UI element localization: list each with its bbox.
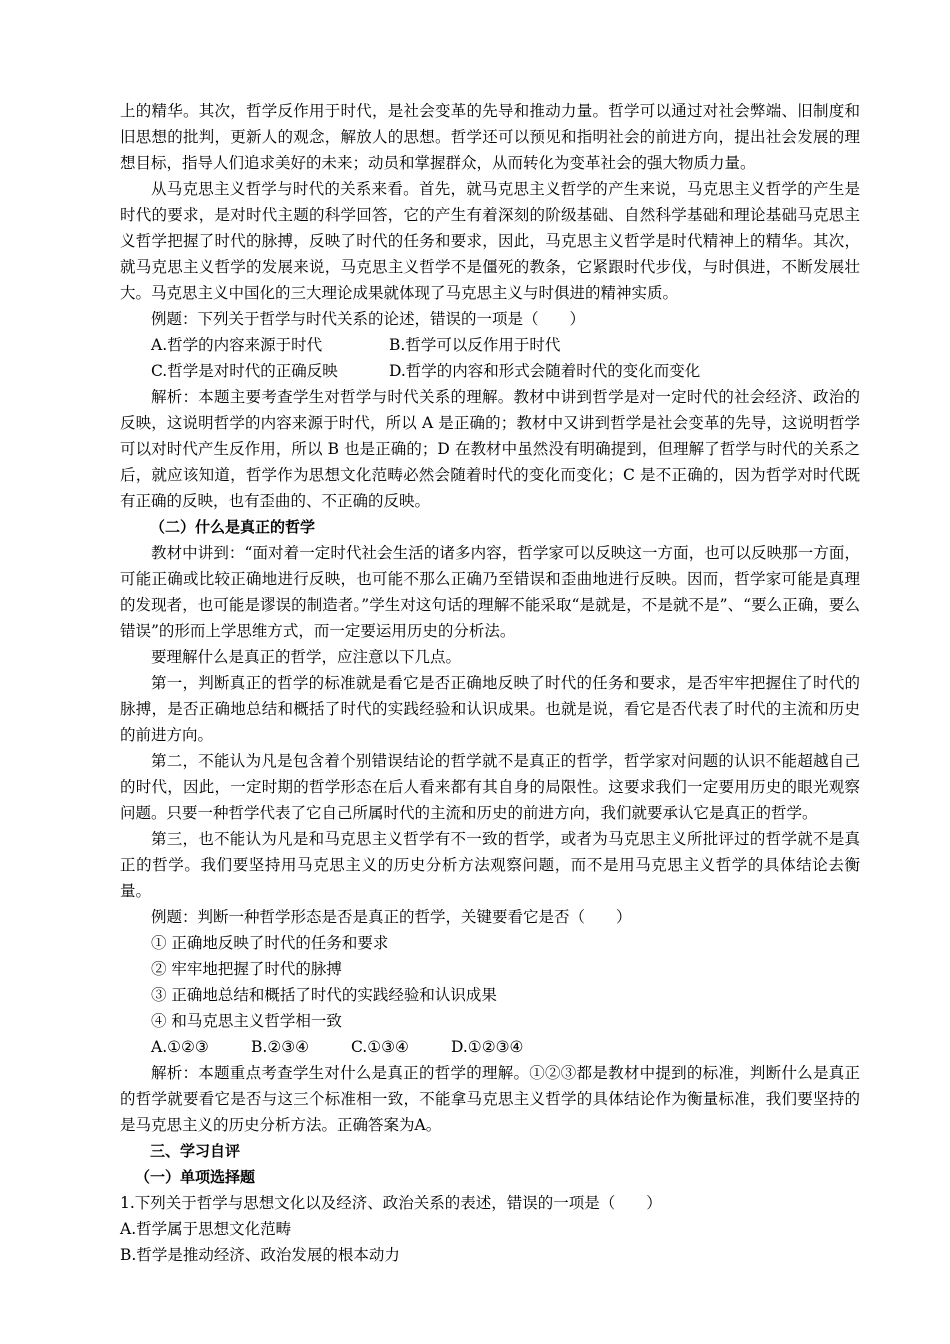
example2-option-c: C.①③④ bbox=[351, 1038, 409, 1056]
example2-item-2: ② 牢牢地把握了时代的脉搏 bbox=[151, 960, 342, 978]
q1-option-b: B.哲学是推动经济、政治发展的根本动力 bbox=[120, 1246, 400, 1264]
example1-options-row1 bbox=[120, 332, 860, 358]
paragraph-point-first: 第一，判断真正的哲学的标准就是看它是否正确地反映了时代的任务和要求，是否牢牢把握住了时代的脉搏，是否正确地总结和概括了时代的实践经验和认识成果。也就是说，看它是否代表了时代的主流和历史的前进方向。 bbox=[120, 674, 860, 744]
example2-option-b: B.②③④ bbox=[251, 1038, 310, 1056]
q1-option-a: A.哲学属于思想文化范畴 bbox=[120, 1220, 292, 1238]
example2-item-4: ④ 和马克思主义哲学相一致 bbox=[151, 1012, 342, 1030]
example1-option-d: D.哲学的内容和形式会随着时代的变化而变化 bbox=[389, 362, 701, 380]
paragraph-points-intro: 要理解什么是真正的哲学，应注意以下几点。 bbox=[151, 648, 462, 666]
example1-option-b: B.哲学可以反作用于时代 bbox=[389, 336, 561, 354]
example2-question: 例题：判断一种哲学形态是否是真正的哲学，关键要看它是否（ ） bbox=[151, 908, 632, 926]
example1-question: 例题：下列关于哲学与时代关系的论述，错误的一项是（ ） bbox=[151, 310, 586, 328]
paragraph-marx-era: 从马克思主义哲学与时代的关系来看。首先，就马克思主义哲学的产生来说，马克思主义哲学的产生是时代的要求，是对时代主题的科学回答，它的产生有着深刻的阶级基础、自然科学基础和理论基础马克思主义哲学把握了时代的脉搏，反映了时代的任务和要求，因此，马克思主义哲学是时代精神上的精华。其次，就马克思主义哲学的发展来说，马克思主义哲学不是僵死的教条，它紧跟时代步伐，与时俱进，不断发展壮大。马克思主义中国化的三大理论成果就体现了马克思主义与时俱进的精神实质。 bbox=[120, 180, 860, 302]
example1-options-row2 bbox=[120, 358, 860, 384]
example1-option-a: A.哲学的内容来源于时代 bbox=[151, 336, 323, 354]
example2-options bbox=[120, 1034, 860, 1060]
example2-analysis: 解析：本题重点考查学生对什么是真正的哲学的理解。①②③都是教材中提到的标准，判断什么是真正的哲学就要看它是否与这三个标准相一致，不能拿马克思主义哲学的具体结论作为衡量标准，我们要坚持的是马克思主义的历史分析方法。正确答案为A。 bbox=[120, 1064, 860, 1134]
section2-title: （二）什么是真正的哲学 bbox=[150, 518, 316, 536]
example1-option-c: C.哲学是对时代的正确反映 bbox=[151, 362, 338, 380]
document-page bbox=[120, 98, 860, 1268]
q1-question: 1.下列关于哲学与思想文化以及经济、政治关系的表述，错误的一项是（ ） bbox=[120, 1194, 662, 1212]
example2-option-d: D.①②③④ bbox=[451, 1038, 524, 1056]
subsection-title: （一）单项选择题 bbox=[135, 1168, 256, 1186]
section3-title: 三、学习自评 bbox=[150, 1142, 241, 1160]
paragraph-point-second: 第二，不能认为凡是包含着个别错误结论的哲学就不是真正的哲学，哲学家对问题的认识不能超越自己的时代，因此，一定时期的哲学形态在后人看来都有其自身的局限性。这要求我们一定要用历史的眼光观察问题。只要一种哲学代表了它自己所属时代的主流和历史的前进方向，我们就要承认它是真正的哲学。 bbox=[120, 752, 860, 822]
paragraph-textbook-quote: 教材中讲到：“面对着一定时代社会生活的诸多内容，哲学家可以反映这一方面，也可以反映那一方面，可能正确或比较正确地进行反映，也可能不那么正确乃至错误和歪曲地进行反映。因而，哲学家可能是真理的发现者，也可能是谬误的制造者。”学生对这句话的理解不能采取“是就是，不是就不是”、“要么正确，要么错误”的形而上学思维方式，而一定要运用历史的分析法。 bbox=[120, 544, 860, 640]
paragraph-point-third: 第三，也不能认为凡是和马克思主义哲学有不一致的哲学，或者为马克思主义所批评过的哲学就不是真正的哲学。我们要坚持用马克思主义的历史分析方法观察问题，而不是用马克思主义哲学的具体结论去衡量。 bbox=[120, 830, 860, 900]
example2-item-3: ③ 正确地总结和概括了时代的实践经验和认识成果 bbox=[151, 986, 497, 1004]
example2-item-1: ① 正确地反映了时代的任务和要求 bbox=[151, 934, 389, 952]
example1-analysis: 解析：本题主要考查学生对哲学与时代关系的理解。教材中讲到哲学是对一定时代的社会经济、政治的反映，这说明哲学的内容来源于时代，所以 A 是正确的；教材中又讲到哲学是社会变革的先导，这说明哲学可以对时代产生反作用，所以 B 也是正确的；D 在教材中虽然没有明确提到，但理解了哲学与时代的关系之后，就应该知道，哲学作为思想文化范畴必然会随着时代的变化而变化；C 是不正确的，因为哲学对时代既有正确的反映，也有歪曲的、不正确的反映。 bbox=[120, 388, 860, 510]
example2-option-a: A.①②③ bbox=[151, 1038, 209, 1056]
paragraph-intro: 上的精华。其次，哲学反作用于时代，是社会变革的先导和推动力量。哲学可以通过对社会弊端、旧制度和旧思想的批判，更新人的观念，解放人的思想。哲学还可以预见和指明社会的前进方向，提出社会发展的理想目标，指导人们追求美好的未来；动员和掌握群众，从而转化为变革社会的强大物质力量。 bbox=[120, 102, 860, 172]
